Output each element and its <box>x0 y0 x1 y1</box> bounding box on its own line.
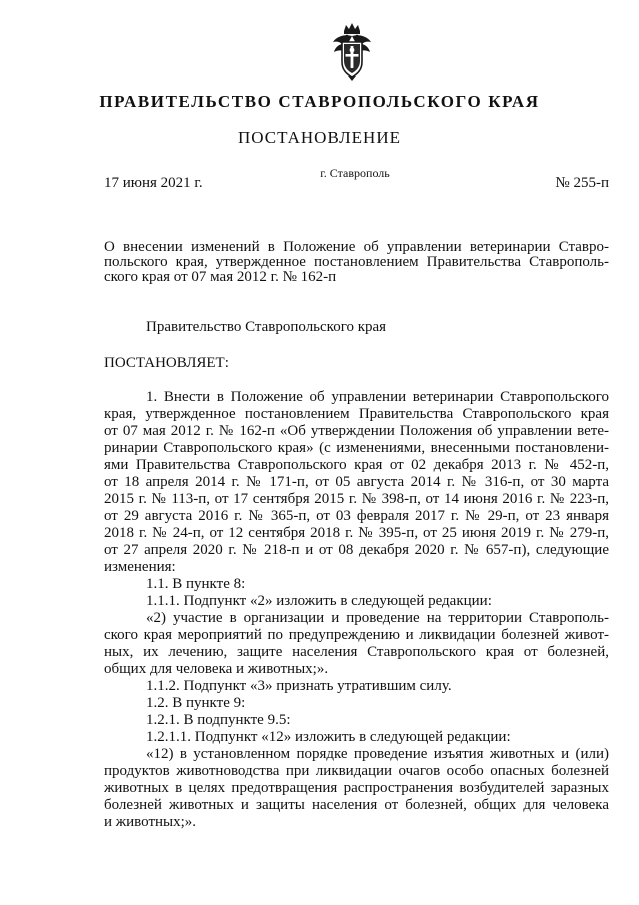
document-body <box>104 389 609 831</box>
body-line: и животных;». <box>104 814 197 830</box>
body-line: «12) в установленном порядке проведение изъятия животных и (или) <box>146 746 609 762</box>
body-line: от 29 августа 2016 г. № 365-п, от 03 февраля 2017 г. № 29-п, от 23 января <box>104 508 609 524</box>
subject-line: польского края, утвержденное постановлением Правительства Ставрополь- <box>104 254 609 270</box>
body-line: общих для человека и животных;». <box>104 661 329 677</box>
body-line: «2) участие в организации и проведение на территории Ставрополь- <box>146 610 609 626</box>
body-line: 1.1.1. Подпункт «2» изложить в следующей редакции: <box>146 593 492 609</box>
body-line: края, утвержденное постановлением Правительства Ставропольского края <box>104 406 609 422</box>
body-line: ями Правительства Ставропольского края от 02 декабря 2013 г. № 452-п, <box>104 457 609 473</box>
body-line: 1.2.1.1. Подпункт «12» изложить в следующей редакции: <box>146 729 511 745</box>
body-line: животных в целях предотвращения распространения возбудителей заразных <box>104 780 609 796</box>
body-line: ных, их лечению, защите населения Ставропольского края от болезней, <box>104 644 609 660</box>
body-line: болезней животных и защиты населения от болезней, общих для человека <box>104 797 609 813</box>
government-title: ПРАВИТЕЛЬСТВО СТАВРОПОЛЬСКОГО КРАЯ <box>99 92 540 111</box>
body-line: продуктов животноводства при ликвидации очагов особо опасных болезней <box>104 763 609 779</box>
body-line: от 27 апреля 2020 г. № 218-п и от 08 декабря 2020 г. № 657-п), следующие <box>104 542 609 558</box>
body-line: ринарии Ставропольского края» (с изменениями, внесенными постановлени- <box>104 440 609 456</box>
document-number: № 255-п <box>555 175 609 191</box>
body-line: от 18 апреля 2014 г. № 171-п, от 05 августа 2014 г. № 316-п, от 30 марта <box>104 474 609 490</box>
body-line: от 07 мая 2012 г. № 162-п «Об утверждении Положения об управлении вете- <box>104 423 609 439</box>
body-line: 1.2.1. В подпункте 9.5: <box>146 712 291 728</box>
body-line: ского края мероприятий по предупреждению и ликвидации болезней живот- <box>104 627 609 643</box>
subject-line: ского края от 07 мая 2012 г. № 162-п <box>104 269 337 285</box>
document-subject <box>104 240 609 285</box>
subject-line: О внесении изменений в Положение об управлении ветеринарии Ставро- <box>104 239 609 255</box>
body-line: 2015 г. № 113-п, от 17 сентября 2015 г. № 398-п, от 14 июня 2016 г. № 223-п, <box>104 491 609 507</box>
body-line: изменения: <box>104 559 176 575</box>
issuer-line: Правительство Ставропольского края <box>146 319 387 335</box>
issue-city: г. Ставрополь <box>320 166 390 180</box>
stavropol-coat-of-arms-icon <box>331 22 373 82</box>
body-line: 1. Внести в Положение об управлении ветеринарии Ставропольского <box>146 389 609 405</box>
decides-heading: ПОСТАНОВЛЯЕТ: <box>104 355 229 371</box>
issue-date: 17 июня 2021 г. <box>104 175 203 191</box>
document-type: ПОСТАНОВЛЕНИЕ <box>237 128 401 147</box>
body-line: 1.1.2. Подпункт «3» признать утратившим силу. <box>146 678 452 694</box>
body-line: 1.1. В пункте 8: <box>146 576 246 592</box>
body-line: 1.2. В пункте 9: <box>146 695 246 711</box>
body-line: 2018 г. № 24-п, от 12 сентября 2018 г. № 395-п, от 25 июня 2019 г. № 279-п, <box>104 525 609 541</box>
